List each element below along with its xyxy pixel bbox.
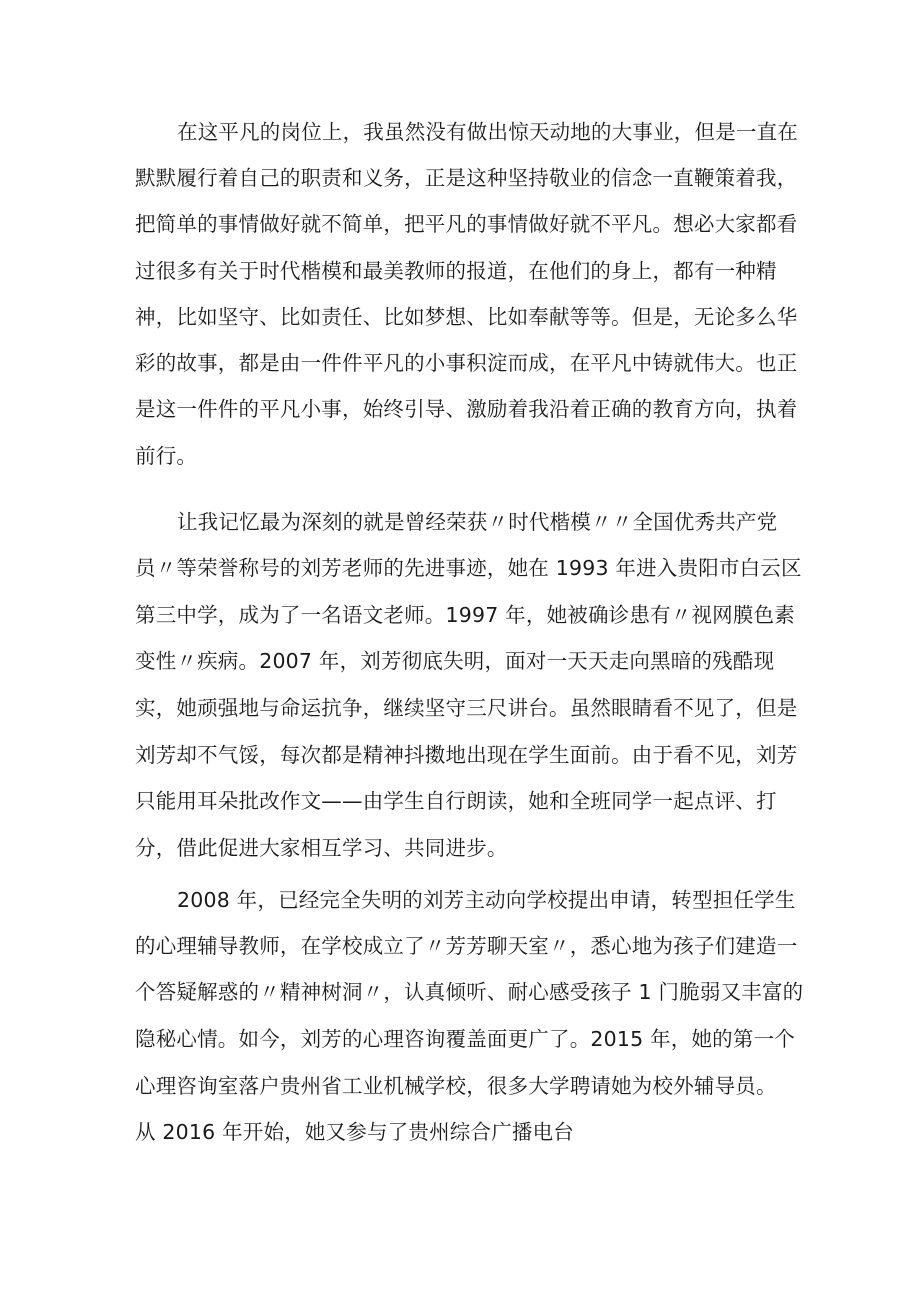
paragraph-2-line-4: 变性〃疾病。2007 年，刘芳彻底失明，面对一天天走向黑暗的残酷现 bbox=[135, 649, 775, 673]
paragraph-3-line-1: 2008 年，已经完全失明的刘芳主动向学校提出申请，转型担任学生 bbox=[177, 888, 796, 912]
paragraph-2-line-1: 让我记忆最为深刻的就是曾经荣获〃时代楷模〃〃全国优秀共产党 bbox=[177, 510, 778, 534]
paragraph-2-line-8: 分，借此促进大家相互学习、共同进步。 bbox=[135, 836, 508, 860]
paragraph-1-line-7: 是这一件件的平凡小事，始终引导、激励着我沿着正确的教育方向，执着 bbox=[135, 397, 798, 421]
paragraph-1-line-2: 默默履行着自己的职责和义务，正是这种坚持敬业的信念一直鞭策着我， bbox=[135, 166, 798, 190]
paragraph-1-line-5: 神，比如坚守、比如责任、比如梦想、比如奉献等等。但是，无论多么华 bbox=[135, 305, 798, 329]
paragraph-2-line-2: 员〃等荣誉称号的刘芳老师的先进事迹，她在 1993 年进入贵阳市白云区 bbox=[135, 556, 802, 580]
paragraph-3-line-2: 的心理辅导教师，在学校成立了〃芳芳聊天室〃，悉心地为孩子们建造一 bbox=[135, 934, 798, 958]
paragraph-2-line-7: 只能用耳朵批改作文——由学生自行朗读，她和全班同学一起点评、打 bbox=[135, 789, 777, 813]
paragraph-3-line-4: 隐秘心情。如今，刘芳的心理咨询覆盖面更广了。2015 年，她的第一个 bbox=[135, 1027, 795, 1051]
paragraph-3-line-5: 心理咨询室落户贵州省工业机械学校，很多大学聘请她为校外辅导员。 bbox=[135, 1074, 777, 1098]
paragraph-3-line-6: 从 2016 年开始，她又参与了贵州综合广播电台 bbox=[135, 1120, 575, 1144]
paragraph-1-line-8: 前行。 bbox=[135, 444, 198, 468]
paragraph-1-line-4: 过很多有关于时代楷模和最美教师的报道，在他们的身上，都有一种精 bbox=[135, 259, 777, 283]
paragraph-2-line-6: 刘芳却不气馁，每次都是精神抖擞地出现在学生面前。由于看不见，刘芳 bbox=[135, 743, 798, 767]
paragraph-3-line-3: 个答疑解惑的〃精神树洞〃，认真倾听、耐心感受孩子 1 门脆弱又丰富的 bbox=[135, 980, 804, 1004]
paragraph-1-line-3: 把简单的事情做好就不简单，把平凡的事情做好就不平凡。想必大家都看 bbox=[135, 212, 798, 236]
paragraph-1-line-6: 彩的故事，都是由一件件平凡的小事积淀而成，在平凡中铸就伟大。也正 bbox=[135, 351, 798, 375]
paragraph-1-line-1: 在这平凡的岗位上，我虽然没有做出惊天动地的大事业，但是一直在 bbox=[177, 120, 798, 144]
paragraph-2-line-5: 实，她顽强地与命运抗争，继续坚守三尺讲台。虽然眼睛看不见了，但是 bbox=[135, 696, 798, 720]
paragraph-2-line-3: 第三中学，成为了一名语文老师。1997 年，她被确诊患有〃视网膜色素 bbox=[135, 603, 795, 627]
